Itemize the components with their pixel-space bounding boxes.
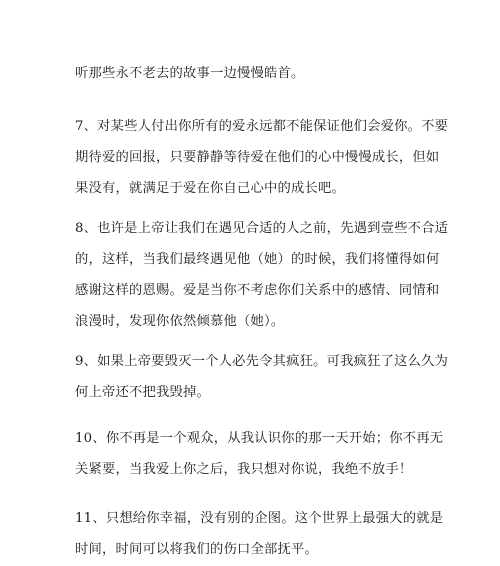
paragraph-7 — [75, 111, 460, 204]
text-line: 果没有，就满足于爱在你自己心中的成长吧。 — [75, 181, 345, 196]
text-line: 的，这样，当我们最终遇见他（她）的时候，我们将懂得如何 — [75, 252, 440, 267]
text-line: 7、对某些人付出你所有的爱永远都不能保证他们会爱你。不要 — [75, 119, 449, 134]
paragraph-9 — [75, 346, 460, 408]
text-line: 时间，时间可以将我们的伤口全部抚平。 — [75, 542, 318, 557]
text-line: 听那些永不老去的故事一边慢慢皓首。 — [75, 66, 305, 81]
text-line: 9、如果上帝要毁灭一个人必先令其疯狂。可我疯狂了这么久为 — [75, 354, 449, 369]
paragraph-10 — [75, 423, 460, 485]
text-line: 11、只想给你幸福，没有别的企图。这个世界上最强大的就是 — [75, 511, 444, 526]
text-line: 期待爱的回报，只要静静等待爱在他们的心中慢慢成长，但如 — [75, 150, 440, 165]
text-line: 8、也许是上帝让我们在遇见合适的人之前，先遇到壹些不合适 — [75, 221, 449, 236]
paragraph-11 — [75, 503, 460, 565]
paragraph-continuation — [75, 58, 460, 89]
text-line: 感谢这样的恩赐。爱是当你不考虑你们关系中的感情、同情和 — [75, 283, 440, 298]
text-line: 关紧要，当我爱上你之后，我只想对你说，我绝不放手！ — [75, 462, 413, 477]
paragraph-8 — [75, 213, 460, 337]
text-line: 浪漫时，发现你依然倾慕他（她）。 — [75, 314, 285, 329]
text-line: 何上帝还不把我毁掉。 — [75, 385, 210, 400]
text-line: 10、你不再是一个观众，从我认识你的那一天开始；你不再无 — [75, 431, 444, 446]
